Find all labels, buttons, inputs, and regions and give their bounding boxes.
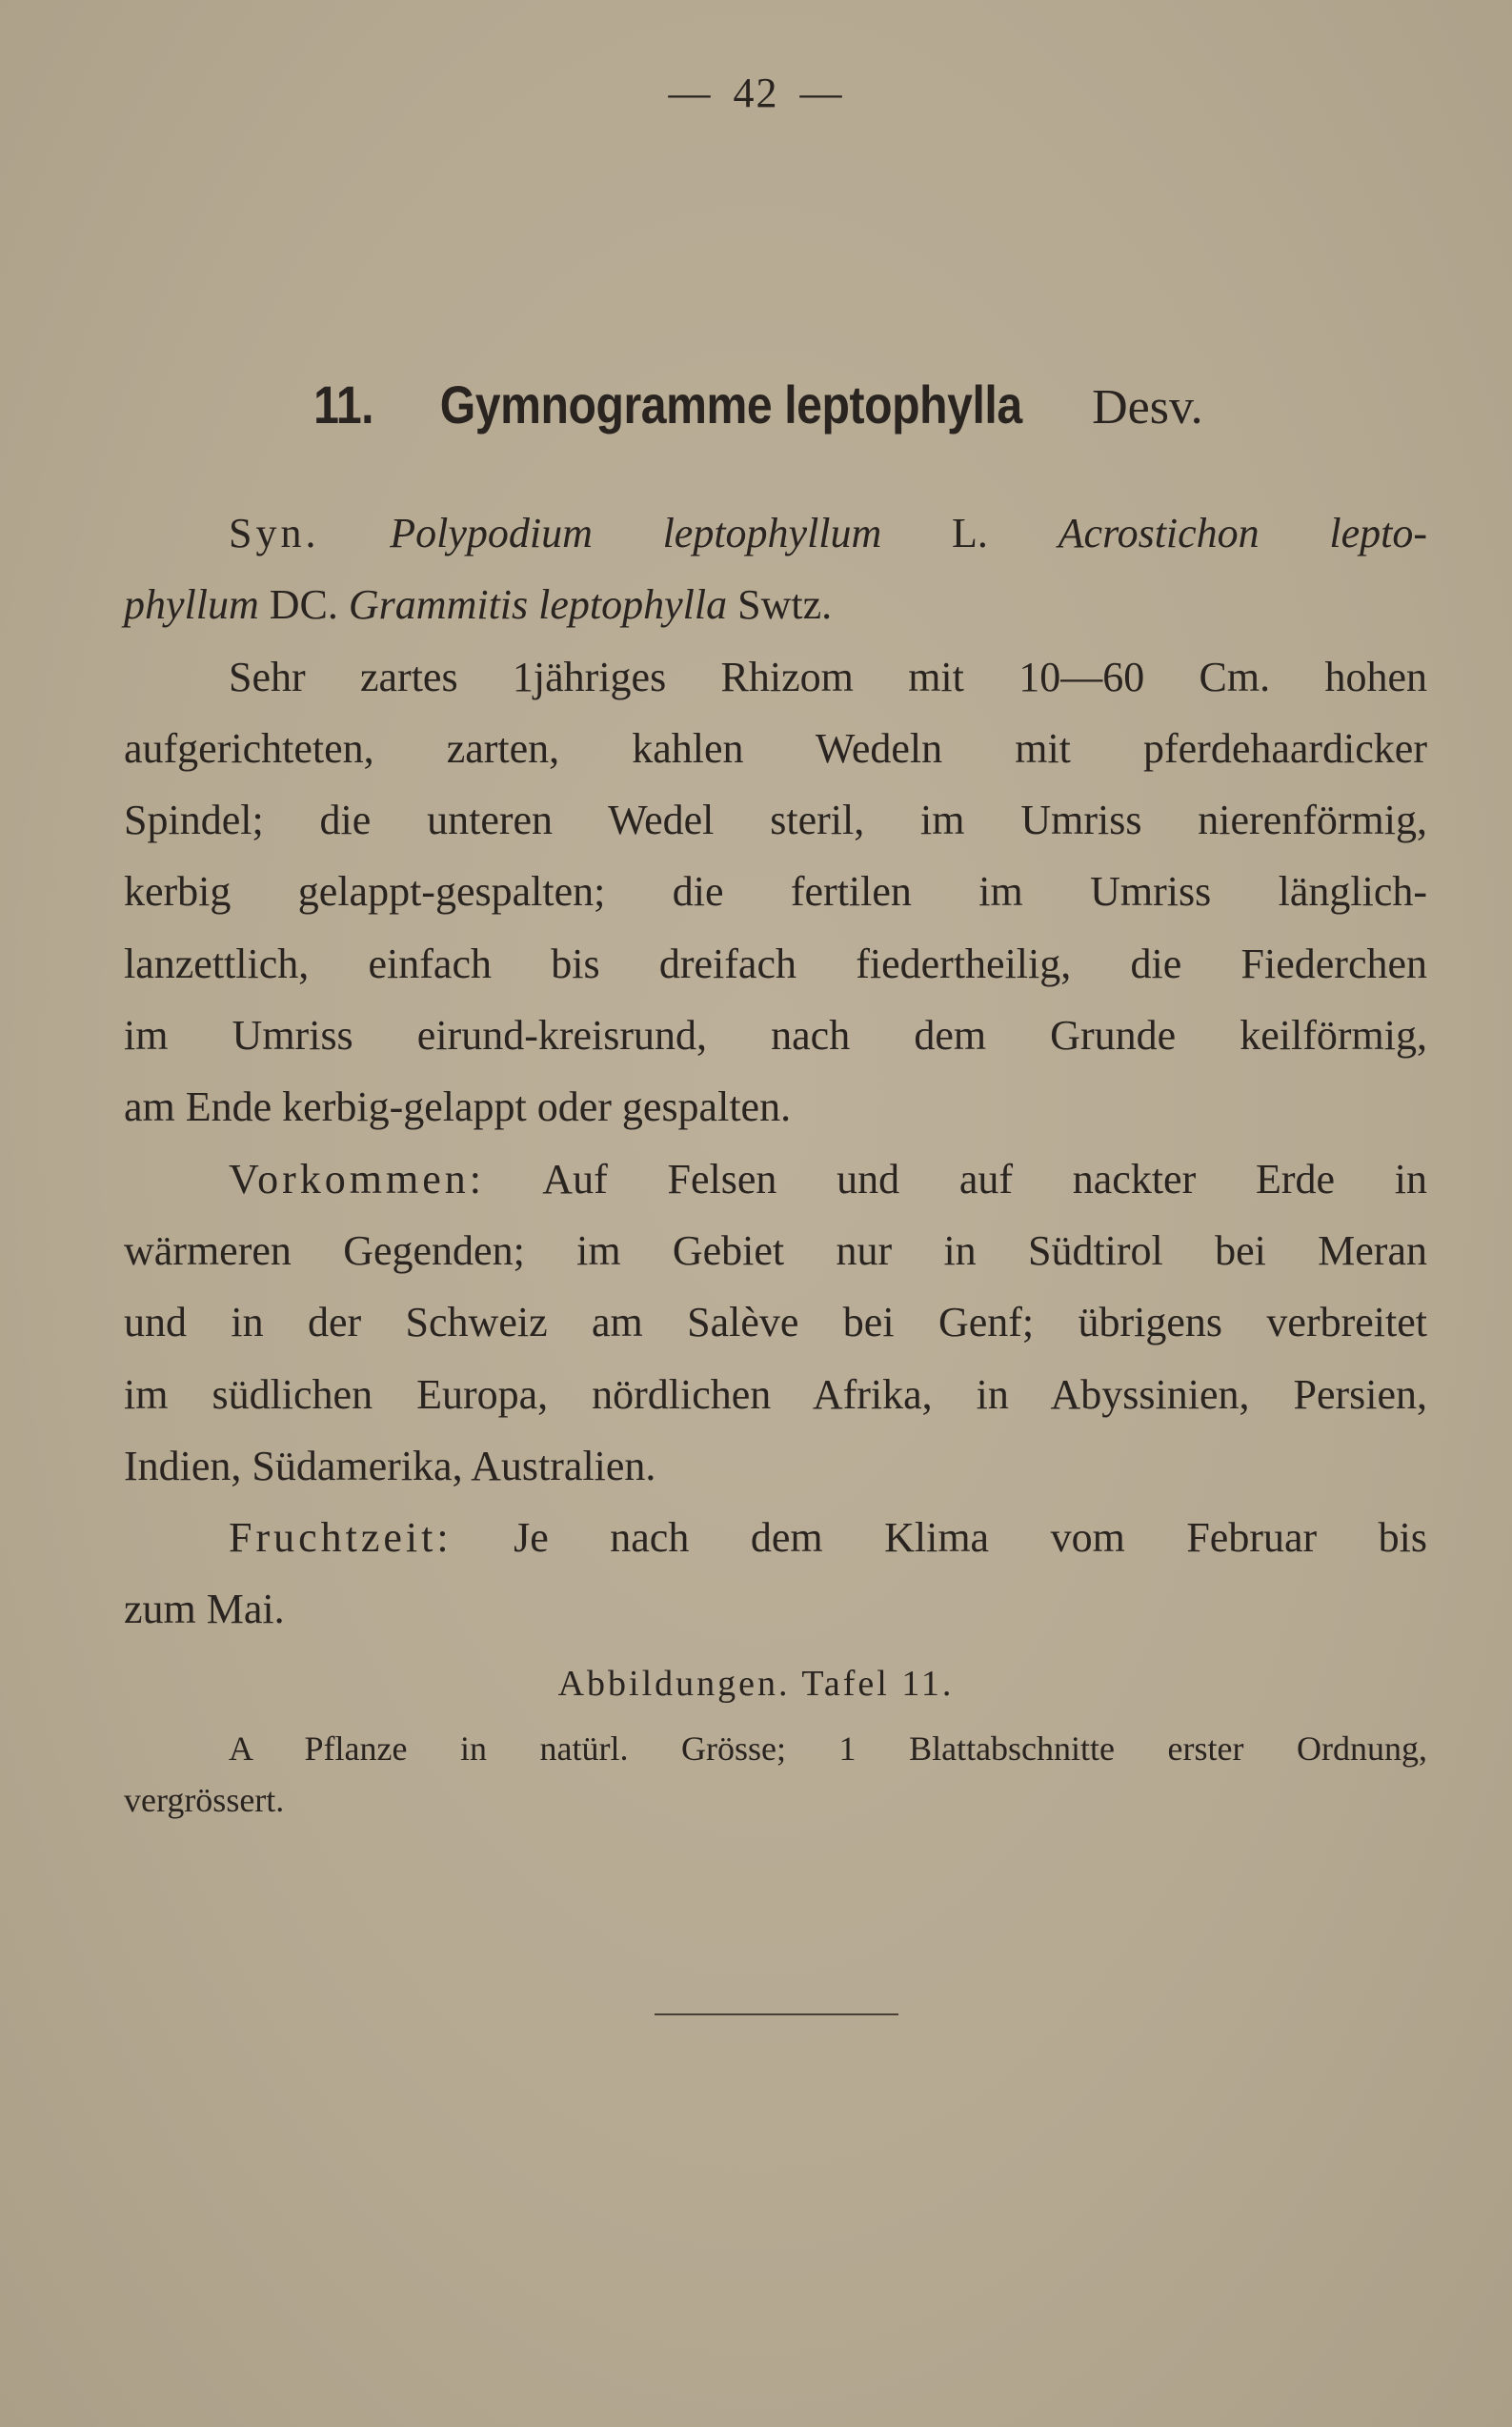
description-line: aufgerichteten, zarten, kahlen Wedeln mit pferdehaardicker	[124, 724, 1427, 772]
occurrence-line	[124, 1143, 1427, 1215]
figures-heading: Abbildungen. Tafel 11.	[557, 1664, 955, 1704]
syn-name: Acrostichon lepto-	[1058, 510, 1428, 556]
syn-author: DC.	[269, 581, 338, 629]
figures-caption-line: A Pflanze in natürl. Grösse; 1 Blattabschnitte erster Ordnung,	[229, 1729, 1427, 1768]
main-text	[124, 497, 1427, 1646]
page-number-dash-left: —	[668, 70, 713, 116]
occurrence-text: Auf Felsen und auf nackter Erde in	[542, 1155, 1428, 1203]
fruiting-text: Je nach dem Klima vom Februar bis	[514, 1514, 1428, 1562]
section-divider	[655, 2013, 898, 2015]
occurrence-line: im südlichen Europa, nördlichen Afrika, in Abyssinien, Persien,	[124, 1370, 1427, 1418]
page-number-dash-right: —	[799, 70, 844, 116]
description-line: Sehr zartes 1jähriges Rhizom mit 10—60 Cm. hohen	[229, 653, 1427, 700]
page-number	[0, 69, 1512, 117]
occurrence-line: wärmeren Gegenden; im Gebiet nur in Südtirol bei Meran	[124, 1226, 1427, 1274]
occurrence-label: Vorkommen:	[229, 1155, 485, 1203]
occurrence-line: Indien, Südamerika, Australien.	[124, 1442, 656, 1489]
syn-label: Syn.	[229, 510, 320, 556]
description-line: Spindel; die unteren Wedel steril, im Umriss nierenförmig,	[124, 797, 1427, 844]
description-line: am Ende kerbig-gelappt oder gespalten.	[124, 1083, 792, 1131]
syn-author: L.	[952, 510, 988, 556]
syn-name: Polypodium leptophyllum	[390, 510, 882, 556]
species-number: 11.	[313, 374, 374, 435]
species-author: Desv.	[1092, 380, 1203, 435]
synonym-line-2	[124, 569, 1427, 640]
occurrence-line: und in der Schweiz am Salève bei Genf; übrigens verbreitet	[124, 1299, 1427, 1346]
syn-author: Swtz.	[737, 581, 833, 629]
fruiting-line	[124, 1502, 1427, 1573]
synonym-line-1	[124, 497, 1427, 569]
page-number-value: 42	[733, 70, 779, 116]
syn-name: phyllum	[124, 581, 259, 629]
figures-caption	[124, 1723, 1427, 1826]
description-line: kerbig gelappt-gespalten; die fertilen im Umriss länglich-	[124, 868, 1427, 916]
syn-name: Grammitis leptophylla	[348, 581, 728, 629]
species-title	[0, 374, 1512, 436]
fruiting-line: zum Mai.	[124, 1586, 285, 1633]
species-name: Gymnogramme leptophylla	[439, 374, 1022, 435]
description-line: lanzettlich, einfach bis dreifach fiedertheilig, die Fiederchen	[124, 940, 1427, 987]
fruiting-label: Fruchtzeit:	[229, 1514, 453, 1562]
figures-caption-line: vergrössert.	[124, 1781, 285, 1819]
description-line: im Umriss eirund-kreisrund, nach dem Grunde keilförmig,	[124, 1012, 1427, 1060]
